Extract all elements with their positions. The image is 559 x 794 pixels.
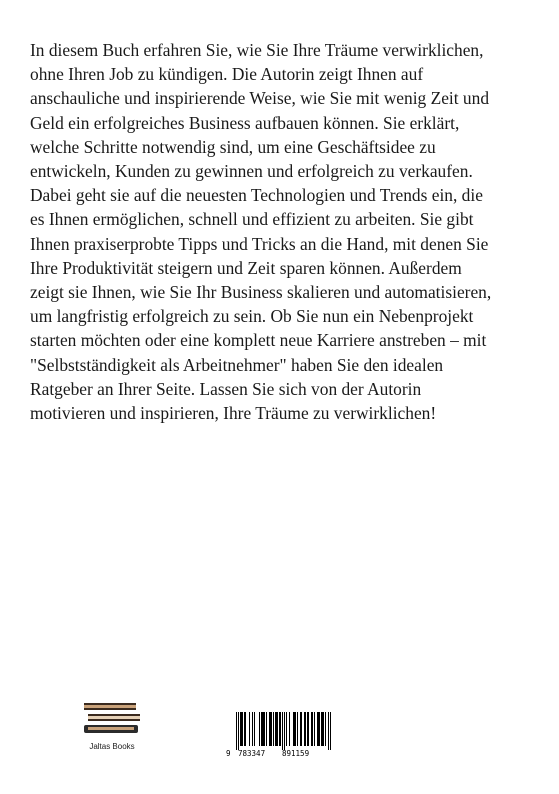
- blurb-line: Ratgeber an Ihrer Seite. Lassen Sie sich von der Autorin: [30, 378, 422, 399]
- barcode-bar: [269, 712, 270, 746]
- publisher-name: Jaltas Books: [89, 742, 135, 751]
- blurb-line: um langfristig erfolgreich zu sein. Ob Sie nun ein Nebenprojekt: [30, 306, 474, 327]
- blurb-line: Ihre Produktivität steigern und Zeit sparen können. Außerdem: [30, 257, 462, 278]
- barcode-bar: [293, 712, 294, 746]
- barcode-bar: [301, 712, 302, 746]
- stacked-books-icon: [80, 697, 144, 737]
- blurb-line: anschauliche und inspirierende Weise, wie Sie mit wenig Zeit und: [30, 88, 490, 109]
- blurb-line: "Selbstständigkeit als Arbeitnehmer" haben Sie den idealen: [30, 354, 444, 375]
- barcode-bar: [277, 712, 278, 746]
- barcode-bar: [270, 712, 271, 746]
- barcode-bar: [314, 712, 315, 746]
- barcode-bar: [259, 712, 260, 746]
- barcode-bar: [271, 712, 272, 746]
- barcode-bar: [305, 712, 306, 746]
- barcode-bar: [319, 712, 320, 746]
- barcode-bar: [286, 712, 287, 746]
- blurb-line: Geld ein erfolgreiches Business aufbauen können. Sie erklärt,: [30, 112, 460, 133]
- barcode-bar: [244, 712, 245, 746]
- blurb-line: Dabei geht sie auf die neuesten Technologien und Trends ein, die: [30, 185, 483, 206]
- barcode-left-group: 783347: [238, 749, 266, 758]
- blurb-line: In diesem Buch erfahren Sie, wie Sie Ihre Träume verwirklichen,: [30, 40, 484, 60]
- barcode-bar: [252, 712, 253, 746]
- barcode-bar: [323, 712, 324, 746]
- blurb-line: zeigt sie Ihnen, wie Sie Ihr Business skalieren und automatisieren,: [30, 282, 492, 303]
- barcode-bar: [241, 712, 242, 746]
- barcode-bar: [295, 712, 296, 746]
- isbn-barcode: [226, 712, 334, 762]
- barcode-bar: [276, 712, 277, 746]
- barcode-bar: [318, 712, 319, 746]
- barcode-bar: [300, 712, 301, 746]
- barcode-bar: [289, 712, 290, 746]
- barcode-bars: [226, 712, 334, 750]
- barcode-bar: [297, 712, 298, 746]
- barcode-bar: [328, 712, 329, 750]
- barcode-bar: [266, 712, 267, 746]
- barcode-bar: [311, 712, 312, 746]
- blurb-line: ohne Ihren Job zu kündigen. Die Autorin zeigt Ihnen auf: [30, 64, 424, 85]
- barcode-bar: [273, 712, 274, 746]
- barcode-bar: [275, 712, 276, 746]
- barcode-bar: [262, 712, 263, 746]
- publisher-logo: [78, 697, 146, 757]
- barcode-bar: [307, 712, 308, 746]
- barcode-bar: [280, 712, 281, 746]
- back-cover-blurb: [30, 38, 510, 425]
- blurb-line: Ihnen praxiserprobte Tipps und Tricks an die Hand, mit denen Sie: [30, 233, 489, 254]
- barcode-bar: [322, 712, 323, 746]
- barcode-bar: [304, 712, 305, 746]
- barcode-bar: [330, 712, 331, 750]
- barcode-bar: [240, 712, 241, 746]
- barcode-bar: [294, 712, 295, 746]
- barcode-bar: [245, 712, 246, 746]
- barcode-bar: [312, 712, 313, 746]
- barcode-bar: [242, 712, 243, 746]
- blurb-line: welche Schritte notwendig sind, um eine Geschäftsidee zu: [30, 136, 436, 157]
- barcode-bar: [308, 712, 309, 746]
- blurb-line: entwickeln, Kunden zu gewinnen und erfolgreich zu verkaufen.: [30, 161, 473, 182]
- barcode-bar: [261, 712, 262, 746]
- barcode-bar: [282, 712, 283, 750]
- barcode-bar: [325, 712, 326, 746]
- barcode-first-digit: 9: [226, 749, 231, 758]
- barcode-right-group: 891159: [282, 749, 310, 758]
- barcode-bar: [279, 712, 280, 746]
- barcode-bar: [263, 712, 264, 746]
- barcode-bar: [249, 712, 250, 746]
- barcode-bar: [238, 712, 239, 750]
- barcode-bar: [321, 712, 322, 746]
- barcode-bar: [254, 712, 255, 746]
- barcode-bar: [236, 712, 237, 750]
- barcode-bar: [264, 712, 265, 746]
- barcode-bar: [284, 712, 285, 750]
- blurb-line: es Ihnen ermöglichen, schnell und effizient zu arbeiten. Sie gibt: [30, 209, 474, 230]
- blurb-line: starten möchten oder eine komplett neue Karriere anstreben – mit: [30, 330, 487, 351]
- blurb-line: motivieren und inspirieren, Ihre Träume zu verwirklichen!: [30, 403, 437, 424]
- barcode-bar: [317, 712, 318, 746]
